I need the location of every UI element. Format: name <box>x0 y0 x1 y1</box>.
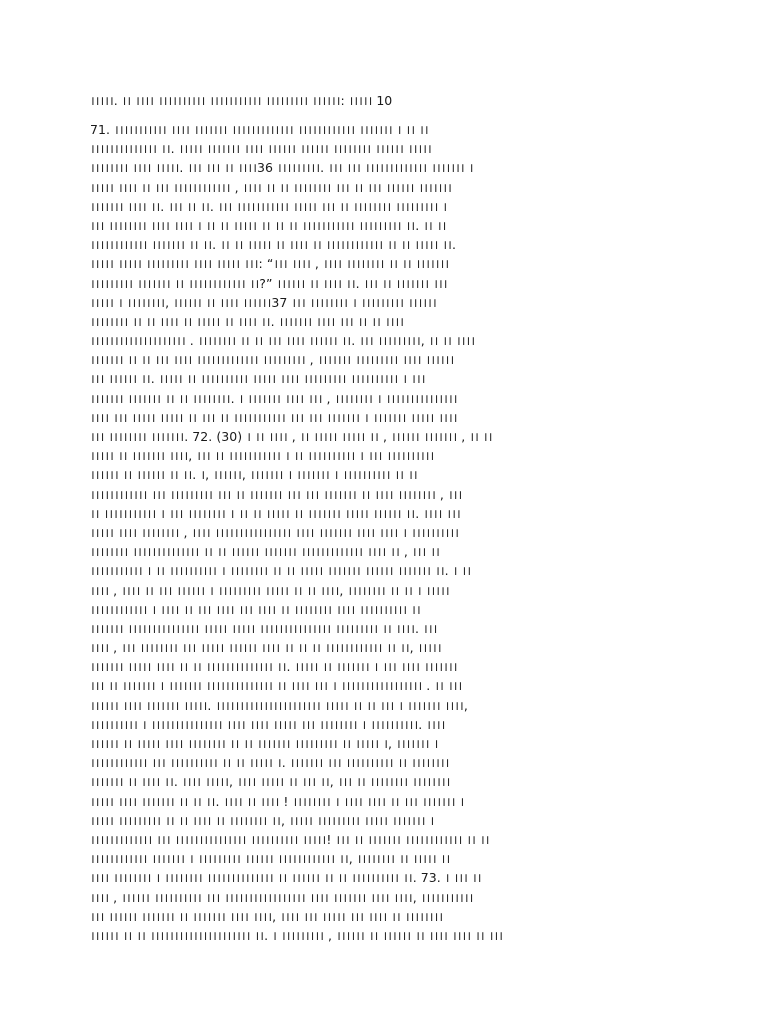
text-line: ।।।। , ।।।। ।। ।।। ।।।।।। । ।।।।।।।।। ।।।।। ।। ।। ।।।।, ।।।।।।।। ।। ।। । ।।।।। <box>90 582 450 598</box>
text-line: ।।। ।। ।।।।।।। । ।।।।।।। ।।।।।।।।।।।।।। ।। ।।।। ।।। । ।।।।।।।।।।।।।।।।। . ।। ।।। <box>90 678 463 694</box>
document-body <box>90 120 682 945</box>
text-line: ।।।।।।।।।।।।।। ।।. ।।।।। ।।।।।।। ।।।। ।।।।।। ।।।।।। ।।।।।।।। ।।।।।। ।।।।। <box>90 141 432 157</box>
text-line: ।।। ।।।।।।।। ।।।। ।।।। । ।। ।। ।।।।। ।। ।। ।। ।।।।।।।।।।। ।।।।।।।।। ।।. ।। ।। <box>90 217 447 233</box>
text-line: ।।।।।।। ।।।।।।। ।। ।। ।।।।।।।।. । ।।।।।।। ।।।। ।।। , ।।।।।।।। । ।।।।।।।।।।।।।।। <box>90 390 458 406</box>
text-line: ।।।।। ।।।।।।।।। ।। ।। ।।।। ।। ।।।।।।।। ।।, ।।।।। ।।।।।।।।। ।।।।। ।।।।।।। । <box>90 812 435 828</box>
text-line: ।।।।।।।।।।।। ।।। ।।।।।।।।। ।।। ।। ।।।।।।। ।।। ।।। ।।।।।।। ।। ।।।। ।।।।।।।। , ।।। <box>90 486 463 502</box>
text-line: ।।।।।।।।।।।।।।।।।।।। . ।।।।।।।। ।। ।। ।।। ।।।। ।।।।।। ।।. ।।। ।।।।।।।।।, ।। ।। ।।।। <box>90 333 476 349</box>
text-line: ।।।। ।।। ।।।।। ।।।।। ।। ।।। ।। ।।।।।।।।।।। ।।। ।।। ।।।।।।। । ।।।।।।। ।।।।। ।।।। <box>90 409 458 425</box>
text-line: ।।।।।।। ।।।।। ।।।। ।। ।। ।।।।।।।।।।।।।। ।।. ।।।।। ।। ।।।।।।। । ।।। ।।।। ।।।।।।। <box>90 659 458 675</box>
text-line: ।।।। ।।।।।।।। । ।।।।।।।। ।।।।।।।।।।।।।। ।। ।।।।।। ।। ।। ।।।।।।।।।। ।।. 73. । ।।। ।। <box>90 870 482 886</box>
text-line: ।।।।।। ।। ।।।।। ।।।। ।।।।।।।। ।। ।। ।।।।।।। ।।।।।।।।। ।। ।।।।। ।, ।।।।।।। । <box>90 736 439 751</box>
text-line: ।। ।।।।।।।।।।। । ।।। ।।।।।।।। । ।। ।। ।।।।। ।। ।।।।।।। ।।।।। ।।।।।। ।।. ।।।। ।।। <box>90 505 461 521</box>
text-line: ।।।।। ।।।। ।।।।।।।। , ।।।। ।।।।।।।।।।।।।।।। ।।।। ।।।।।।। ।।।। ।।।। । ।।।।।।।।।। <box>90 524 460 540</box>
text-line: ।।।।।। ।। ।।।।।। ।। ।।. ।, ।।।।।।, ।।।।।।। । ।।।।।।। । ।।।।।।।।।। ।। ।। <box>90 467 418 483</box>
text-line: ।।।।।।। ।। ।। ।।। ।।।। ।।।।।।।।।।।।। ।।।।।।।।। , ।।।।।।। ।।।।।।।।। ।।।। ।।।।।। <box>90 352 455 368</box>
text-line: ।।।।।।।।।।।। । ।।।। ।। ।।। ।।।। ।।। ।।।। ।। ।।।।।।।। ।।।। ।।।।।।।।।। ।। <box>90 601 421 617</box>
text-line: ।।। ।।।।।। ।।।।।।। ।। ।।।।।।। ।।।। ।।।।, ।।।। ।।। ।।।।। ।।। ।।।। ।। ।।।।।।।। <box>90 908 444 924</box>
text-line: ।।।।।।।।।।।। ।।।।।।। ।। ।।. ।। ।। ।।।।। ।। ।।।। ।। ।।।।।।।।।।।। ।। ।। ।।।।। ।।. <box>90 237 456 253</box>
text-line: ।।।।।।।।।।।। ।।। ।।।।।।।।।। ।। ।। ।।।।। ।. ।।।।।।। ।।। ।।।।।।।।।। ।। ।।।।।।।। <box>90 755 450 771</box>
text-line: ।।।।।।। ।। ।।।। ।।. ।।।। ।।।।।, ।।।। ।।।।। ।। ।।। ।।, ।।। ।। ।।।।।।।। ।।।।।।।। <box>90 774 451 790</box>
text-line: ।।।। , ।।।।।। ।।।।।।।।।। ।।। ।।।।।।।।।।।।।।।।। ।।।। ।।।।।।। ।।।। ।।।।, ।।।।।।।।।।। <box>90 889 474 905</box>
text-line: ।।।।।।।। ।।।।।।।।।।।।।। ।। ।। ।।।।।। ।।।।।।। ।।।।।।।।।।।।। ।।।। ।। , ।।। ।। <box>90 544 440 560</box>
document-header: ।।।।।. ।। ।।।। ।।।।।।।।।। ।।।।।।।।।।। ।।।।।।।।। ।।।।।।: ।।।।। 10 <box>90 93 393 108</box>
text-line: ।।।।।।।। ।।।। ।।।।।. ।।। ।।। ।। ।।।।36 ।।।।।।।।।. ।।। ।।। ।।।।।।।।।।।।। ।।।।।।। । <box>90 160 474 176</box>
text-line: ।।।।।।।।।। । ।।।।।।।।।।।।।।। ।।।। ।।।। ।।।।। ।।। ।।।।।।।। । ।।।।।।।।।।. ।।।। <box>90 716 446 732</box>
text-line: ।।।। , ।।। ।।।।।।।। ।।। ।।।।। ।।।।।। ।।।। ।। ।। ।। ।।।।।।।।।।।। ।। ।।, ।।।।। <box>90 640 442 656</box>
text-line: ।।।।। ।। ।।।।।।। ।।।।, ।।। ।। ।।।।।।।।।।। । ।। ।।।।।।।।।। । ।।। ।।।।।।।।।। <box>90 448 435 464</box>
text-line: ।।।।।। ।।।। ।।।।।।। ।।।।।. ।।।।।।।।।।।।।।।।।।।।।। ।।।।। ।। ।। ।।। । ।।।।।।। ।।।।, <box>90 697 468 713</box>
text-line: ।।। ।।।।।।।। ।।।।।।।. 72. (30) । ।। ।।।। , ।। ।।।।। ।।।।। ।। , ।।।।।। ।।।।।।। , ।। ।। <box>90 429 493 444</box>
text-line: ।।।।। ।।।।। ।।।।।।।।। ।।।। ।।।।। ।।।: “।।। ।।।। , ।।।। ।।।।।।।। ।। ।। ।।।।।।। <box>90 256 450 272</box>
text-line: ।।।।।। ।। ।। ।।।।।।।।।।।।।।।।।।।।। ।।. । ।।।।।।।।। , ।।।।।। ।। ।।।।।। ।। ।।।। ।।।। ।। ।।। <box>90 927 504 943</box>
text-line: ।।।।।।। ।।।। ।।. ।।। ।। ।।. ।।। ।।।।।।।।।।। ।।।।। ।।। ।। ।।।।।।।। ।।।।।।।।। । <box>90 198 448 214</box>
text-line: ।।।।।।।।। ।।।।।।। ।। ।।।।।।।।।।।। ।।?” ।।।।।। ।। ।।।। ।।. ।।। ।। ।।।।।।। ।।। <box>90 275 448 291</box>
text-line: ।।।।।।।।।।।। ।।।।।।। । ।।।।।।।।। ।।।।।। ।।।।।।।।।।।। ।।, ।।।।।।।। ।। ।।।।। ।। <box>90 851 451 867</box>
text-line: ।।।।। । ।।।।।।।।, ।।।।।। ।। ।।।। ।।।।।।37 ।।। ।।।।।।।। । ।।।।।।।।। ।।।।।। <box>90 294 437 310</box>
text-line: ।।।।।।।। ।। ।। ।।।। ।। ।।।।। ।। ।।।। ।।. ।।।।।।। ।।।। ।।। ।। ।। ।।।। <box>90 313 405 329</box>
text-line: ।।।।।।। ।।।।।।।।।।।।।।। ।।।।। ।।।।। ।।।।।।।।।।।।।।। ।।।।।।।।। ।। ।।।।. ।।। <box>90 620 438 636</box>
text-line: 71. ।।।।।।।।।।। ।।।। ।।।।।।। ।।।।।।।।।।।।। ।।।।।।।।।।।। ।।।।।।। । ।। ।। <box>90 122 429 137</box>
text-line: ।।।।। ।।।। ।।।।।।। ।। ।। ।।. ।।।। ।। ।।।। ! ।।।।।।।। । ।।।। ।।।। ।। ।।। ।।।।।।। । <box>90 793 465 809</box>
text-line: ।।।।।।।।।।। । ।। ।।।।।।।।।। । ।।।।।।।। ।। ।। ।।।।। ।।।।।।। ।।।।।। ।।।।।।। ।।. । ।। <box>90 563 472 579</box>
text-line: ।।।।। ।।।। ।। ।।। ।।।।।।।।।।।। , ।।।। ।। ।। ।।।।।।।। ।।। ।। ।।। ।।।।।। ।।।।।।। <box>90 179 452 195</box>
text-line: ।।। ।।।।।। ।।. ।।।।। ।। ।।।।।।।।।। ।।।।। ।।।। ।।।।।।।।। ।।।।।।।।।। । ।।। <box>90 371 426 387</box>
document-page <box>90 88 682 945</box>
text-line: ।।।।।।।।।।।।। ।।। ।।।।।।।।।।।।।।। ।।।।।।।।।। ।।।।।! ।।। ।। ।।।।।।। ।।।।।।।।।।।। ।। ।। <box>90 831 490 847</box>
